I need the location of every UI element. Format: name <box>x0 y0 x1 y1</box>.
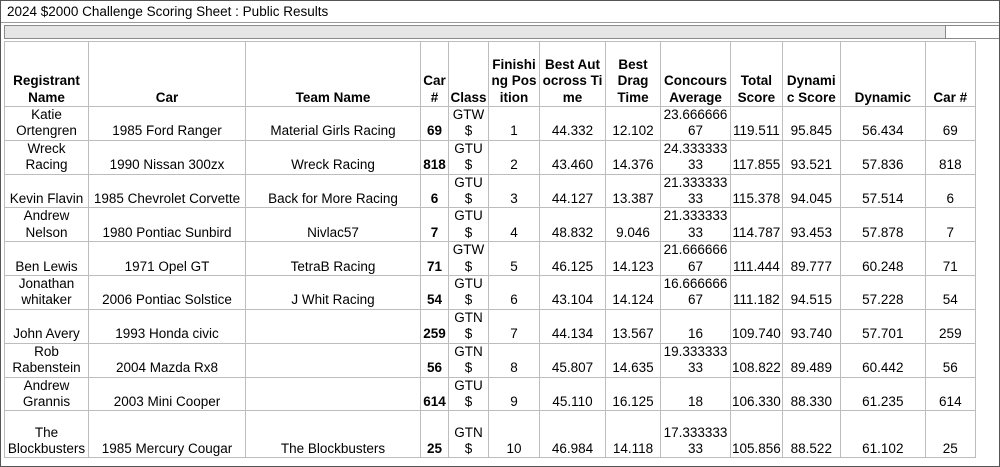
cell-total-score: 108.822 <box>731 343 783 377</box>
header-band <box>4 25 946 39</box>
cell-best-autocross-time: 45.807 <box>540 343 606 377</box>
cell-car: 1980 Pontiac Sunbird <box>89 208 246 242</box>
cell-car: 1971 Opel GT <box>89 242 246 276</box>
cell-total-score: 111.182 <box>731 276 783 310</box>
cell-car-number: 71 <box>421 242 449 276</box>
cell-best-drag-time: 14.124 <box>606 276 661 310</box>
table-row <box>5 208 976 242</box>
cell-car-number: 259 <box>421 309 449 343</box>
cell-car-number: 69 <box>421 107 449 141</box>
title-divider <box>1 22 999 23</box>
cell-car-number: 7 <box>421 208 449 242</box>
cell-total-score: 115.378 <box>731 174 783 208</box>
cell-registrant-name: Ben Lewis <box>5 242 89 276</box>
sheet-title: 2024 $2000 Challenge Scoring Sheet : Public Results <box>7 4 329 19</box>
cell-car-number: 25 <box>421 411 449 458</box>
cell-dynamic-score: 95.845 <box>782 107 840 141</box>
cell-total-score: 106.330 <box>731 377 783 411</box>
cell-finishing-position: 2 <box>489 140 540 174</box>
cell-dynamic-score: 88.330 <box>782 377 840 411</box>
cell-dynamic: 57.228 <box>840 276 925 310</box>
cell-best-drag-time: 14.123 <box>606 242 661 276</box>
header-band-tail <box>946 25 999 39</box>
cell-dynamic-score: 88.522 <box>782 411 840 458</box>
cell-car-number: 54 <box>421 276 449 310</box>
table-row <box>5 377 976 411</box>
cell-car: 2004 Mazda Rx8 <box>89 343 246 377</box>
header-class: Class <box>449 42 489 107</box>
cell-team-name <box>246 343 421 377</box>
cell-team-name: Wreck Racing <box>246 140 421 174</box>
cell-dynamic: 60.248 <box>840 242 925 276</box>
header-finishing-position: Finishing Position <box>489 42 540 107</box>
cell-car: 2006 Pontiac Solstice <box>89 276 246 310</box>
cell-dynamic: 61.235 <box>840 377 925 411</box>
cell-class: GTU $ <box>449 140 489 174</box>
cell-best-autocross-time: 43.460 <box>540 140 606 174</box>
header-dynamic-score: Dynamic Score <box>782 42 840 107</box>
cell-class: GTU $ <box>449 276 489 310</box>
header-registrant-name: Registrant Name <box>5 42 89 107</box>
cell-car-number: 6 <box>421 174 449 208</box>
cell-finishing-position: 3 <box>489 174 540 208</box>
cell-concours-average: 16 <box>661 309 731 343</box>
cell-concours-average: 21.33333333 <box>661 208 731 242</box>
cell-car-number: 818 <box>421 140 449 174</box>
cell-dynamic-score: 93.740 <box>782 309 840 343</box>
cell-car: 1985 Mercury Cougar <box>89 411 246 458</box>
cell-car: 1990 Nissan 300zx <box>89 140 246 174</box>
table-row <box>5 140 976 174</box>
cell-best-autocross-time: 46.125 <box>540 242 606 276</box>
table-row <box>5 411 976 458</box>
cell-registrant-name: Andrew Nelson <box>5 208 89 242</box>
cell-concours-average: 21.66666667 <box>661 242 731 276</box>
table-row <box>5 107 976 141</box>
cell-registrant-name: John Avery <box>5 309 89 343</box>
cell-car-number: 56 <box>421 343 449 377</box>
table-row <box>5 343 976 377</box>
cell-team-name <box>246 309 421 343</box>
cell-class: GTW $ <box>449 107 489 141</box>
cell-best-drag-time: 14.376 <box>606 140 661 174</box>
cell-best-autocross-time: 44.127 <box>540 174 606 208</box>
cell-registrant-name: Katie Ortengren <box>5 107 89 141</box>
cell-best-autocross-time: 44.332 <box>540 107 606 141</box>
cell-team-name <box>246 377 421 411</box>
cell-team-name: J Whit Racing <box>246 276 421 310</box>
cell-dynamic: 61.102 <box>840 411 925 458</box>
cell-finishing-position: 10 <box>489 411 540 458</box>
cell-car-number-2: 69 <box>925 107 975 141</box>
header-row <box>5 42 976 107</box>
cell-registrant-name: Kevin Flavin <box>5 174 89 208</box>
cell-car: 1993 Honda civic <box>89 309 246 343</box>
cell-total-score: 114.787 <box>731 208 783 242</box>
cell-finishing-position: 6 <box>489 276 540 310</box>
cell-best-drag-time: 9.046 <box>606 208 661 242</box>
cell-total-score: 117.855 <box>731 140 783 174</box>
cell-finishing-position: 8 <box>489 343 540 377</box>
cell-car-number: 614 <box>421 377 449 411</box>
cell-car-number-2: 6 <box>925 174 975 208</box>
cell-class: GTN $ <box>449 411 489 458</box>
cell-best-drag-time: 14.635 <box>606 343 661 377</box>
table-row <box>5 242 976 276</box>
cell-team-name: Back for More Racing <box>246 174 421 208</box>
cell-team-name: TetraB Racing <box>246 242 421 276</box>
cell-class: GTN $ <box>449 343 489 377</box>
cell-car-number-2: 7 <box>925 208 975 242</box>
table-row <box>5 174 976 208</box>
header-best-drag-time: Best Drag Time <box>606 42 661 107</box>
cell-best-drag-time: 12.102 <box>606 107 661 141</box>
cell-concours-average: 17.33333333 <box>661 411 731 458</box>
cell-registrant-name: Jonathan whitaker <box>5 276 89 310</box>
cell-dynamic-score: 94.045 <box>782 174 840 208</box>
cell-finishing-position: 1 <box>489 107 540 141</box>
cell-class: GTN $ <box>449 309 489 343</box>
cell-dynamic-score: 93.521 <box>782 140 840 174</box>
cell-dynamic: 57.878 <box>840 208 925 242</box>
cell-total-score: 111.444 <box>731 242 783 276</box>
table-row <box>5 309 976 343</box>
cell-concours-average: 24.33333333 <box>661 140 731 174</box>
cell-finishing-position: 9 <box>489 377 540 411</box>
cell-dynamic: 57.836 <box>840 140 925 174</box>
cell-best-drag-time: 13.387 <box>606 174 661 208</box>
cell-concours-average: 16.66666667 <box>661 276 731 310</box>
table-row <box>5 276 976 310</box>
cell-concours-average: 19.33333333 <box>661 343 731 377</box>
header-best-autocross-time: Best Autocross Time <box>540 42 606 107</box>
cell-finishing-position: 5 <box>489 242 540 276</box>
cell-registrant-name: Rob Rabenstein <box>5 343 89 377</box>
cell-finishing-position: 7 <box>489 309 540 343</box>
cell-team-name: Material Girls Racing <box>246 107 421 141</box>
cell-best-autocross-time: 48.832 <box>540 208 606 242</box>
cell-registrant-name: Wreck Racing <box>5 140 89 174</box>
cell-car: 1985 Ford Ranger <box>89 107 246 141</box>
cell-total-score: 109.740 <box>731 309 783 343</box>
cell-dynamic-score: 93.453 <box>782 208 840 242</box>
cell-best-autocross-time: 43.104 <box>540 276 606 310</box>
cell-team-name: The Blockbusters <box>246 411 421 458</box>
cell-best-drag-time: 16.125 <box>606 377 661 411</box>
cell-dynamic: 56.434 <box>840 107 925 141</box>
cell-car-number-2: 25 <box>925 411 975 458</box>
cell-concours-average: 23.66666667 <box>661 107 731 141</box>
cell-dynamic-score: 89.777 <box>782 242 840 276</box>
cell-car-number-2: 71 <box>925 242 975 276</box>
cell-class: GTU $ <box>449 174 489 208</box>
header-team-name: Team Name <box>246 42 421 107</box>
cell-dynamic: 57.514 <box>840 174 925 208</box>
cell-best-autocross-time: 44.134 <box>540 309 606 343</box>
header-dynamic: Dynamic <box>840 42 925 107</box>
cell-car-number-2: 56 <box>925 343 975 377</box>
cell-best-drag-time: 13.567 <box>606 309 661 343</box>
cell-car: 2003 Mini Cooper <box>89 377 246 411</box>
cell-best-autocross-time: 45.110 <box>540 377 606 411</box>
cell-class: GTW $ <box>449 242 489 276</box>
cell-finishing-position: 4 <box>489 208 540 242</box>
cell-registrant-name: Andrew Grannis <box>5 377 89 411</box>
cell-best-drag-time: 14.118 <box>606 411 661 458</box>
header-car-number-2: Car # <box>925 42 975 107</box>
cell-team-name: Nivlac57 <box>246 208 421 242</box>
cell-dynamic: 60.442 <box>840 343 925 377</box>
cell-total-score: 105.856 <box>731 411 783 458</box>
cell-dynamic: 57.701 <box>840 309 925 343</box>
cell-car-number-2: 614 <box>925 377 975 411</box>
cell-concours-average: 18 <box>661 377 731 411</box>
header-car-number: Car # <box>421 42 449 107</box>
header-total-score: Total Score <box>731 42 783 107</box>
header-concours-average: Concours Average <box>661 42 731 107</box>
cell-car-number-2: 818 <box>925 140 975 174</box>
cell-registrant-name: The Blockbusters <box>5 411 89 458</box>
cell-dynamic-score: 94.515 <box>782 276 840 310</box>
results-table <box>4 41 976 458</box>
cell-total-score: 119.511 <box>731 107 783 141</box>
cell-concours-average: 21.33333333 <box>661 174 731 208</box>
cell-car-number-2: 259 <box>925 309 975 343</box>
cell-class: GTU $ <box>449 208 489 242</box>
cell-best-autocross-time: 46.984 <box>540 411 606 458</box>
cell-dynamic-score: 89.489 <box>782 343 840 377</box>
cell-class: GTU $ <box>449 377 489 411</box>
header-car: Car <box>89 42 246 107</box>
cell-car-number-2: 54 <box>925 276 975 310</box>
cell-car: 1985 Chevrolet Corvette <box>89 174 246 208</box>
